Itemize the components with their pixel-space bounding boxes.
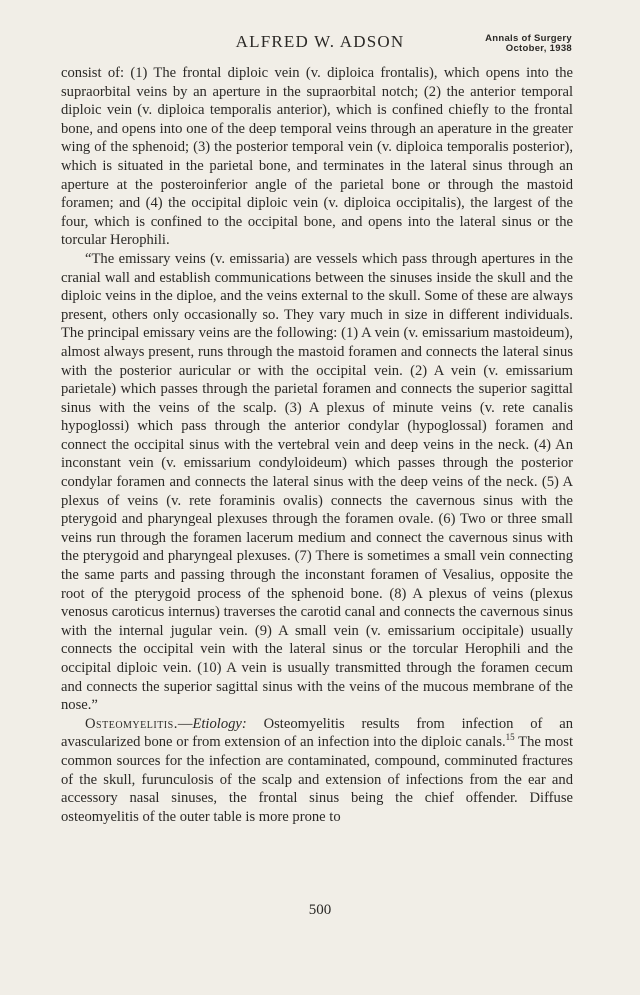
paragraph-osteomyelitis (61, 715, 573, 827)
footnote-reference: 15 (505, 732, 515, 743)
paragraph-diploic-veins: consist of: (1) The frontal diploic vein (v. diploica frontalis), which opens into the supraorbital veins by an aperture in the supraorbital notch; (2) the anterior temporal diploic vein (v. diploica temporalis anterior), which is confined chiefly to the frontal bone, and opens into one of the deep temporal veins through an aperature in the greater wing of the sphenoid; (3) the posterior temporal vein (v. diploica temporalis posterior), which is situated in the parietal bone, and terminates in the lateral sinus through an aperture at the posteroinferior angle of the parietal bone or through the mastoid foramen; and (4) the occipital diploic vein (v. diploica occipitalis), the largest of the four, which is confined to the occipital bone, and opens into the lateral sinus or the torcular Herophili. (61, 65, 573, 249)
journal-title: Annals of Surgery (485, 33, 572, 44)
paragraph-text-continued: The most common sources for the infection are contaminated, compound, comminuted fractures of the skull, furunculosis of the scalp and extension of infections from the ear and accessory nasal sinuses, the frontal sinus being the chief offender. Diffuse osteomyelitis of the outer table is more prone to (61, 734, 573, 825)
heading-dash: — (177, 715, 193, 732)
running-head-journal (485, 34, 572, 54)
section-heading-osteomyelitis: Osteomyelitis. (85, 715, 178, 732)
running-head-author: ALFRED W. ADSON (235, 32, 405, 51)
page-body (61, 64, 573, 826)
journal-issue: October, 1938 (505, 43, 572, 54)
page-number: 500 (308, 902, 332, 918)
paragraph-text: Osteomyelitis results from infection of an avascularized bone or from extension of an infection into the diploic canals. (61, 715, 573, 751)
paragraph-emissary-veins: “The emissary veins (v. emissaria) are vessels which pass through apertures in the cranial wall and establish communications between the sinuses inside the skull and the diploic veins in the diploe, and the veins external to the skull. Some of these are always present, others only occasionally so. They vary much in size in different individuals. The principal emissary veins are the following: (1) A vein (v. emissarium mastoideum), almost always present, runs through the mastoid foramen and connects the lateral sinus with the posterior auricular or with the occipital vein. (2) A vein (v. emissarium parietale) which passes through the parietal foramen and connects the superior sagittal sinus with the veins of the scalp. (3) A plexus of minute veins (v. rete canalis hypoglossi) which pass through the anterior condylar (hypoglossal) foramen and connect the occipital sinus with the vertebral vein and deep veins in the neck. (4) An inconstant vein (v. emissarium condyloideum) which passes through the posterior condylar foramen and connects the lateral sinus with the deep veins of the neck. (5) A plexus of veins (v. rete foraminis ovalis) connects the cavernous sinus with the pterygoid and pharyngeal plexuses through the foramen ovale. (6) Two or three small veins run through the foramen lacerum medium and connect the cavernous sinus with the pterygoid and pharyngeal plexuses. (7) There is sometimes a small vein connecting the same parts and passing through the inconstant foramen of Vesalius, opposite the root of the pterygoid process of the sphenoid bone. (8) A plexus of veins (plexus venosus caroticus internus) traverses the carotid canal and connects the cavernous sinus with the internal jugular vein. (9) A small vein (v. emissarium occipitale) usually connects the occipital vein with the lateral sinus or the torcular Herophili and the occipital diploic vein. (10) A vein is usually transmitted through the foramen cecum and connects the superior sagittal sinus with the veins of the mucous membrane of the nose.” (61, 250, 573, 714)
subheading-etiology: Etiology: (192, 715, 247, 732)
